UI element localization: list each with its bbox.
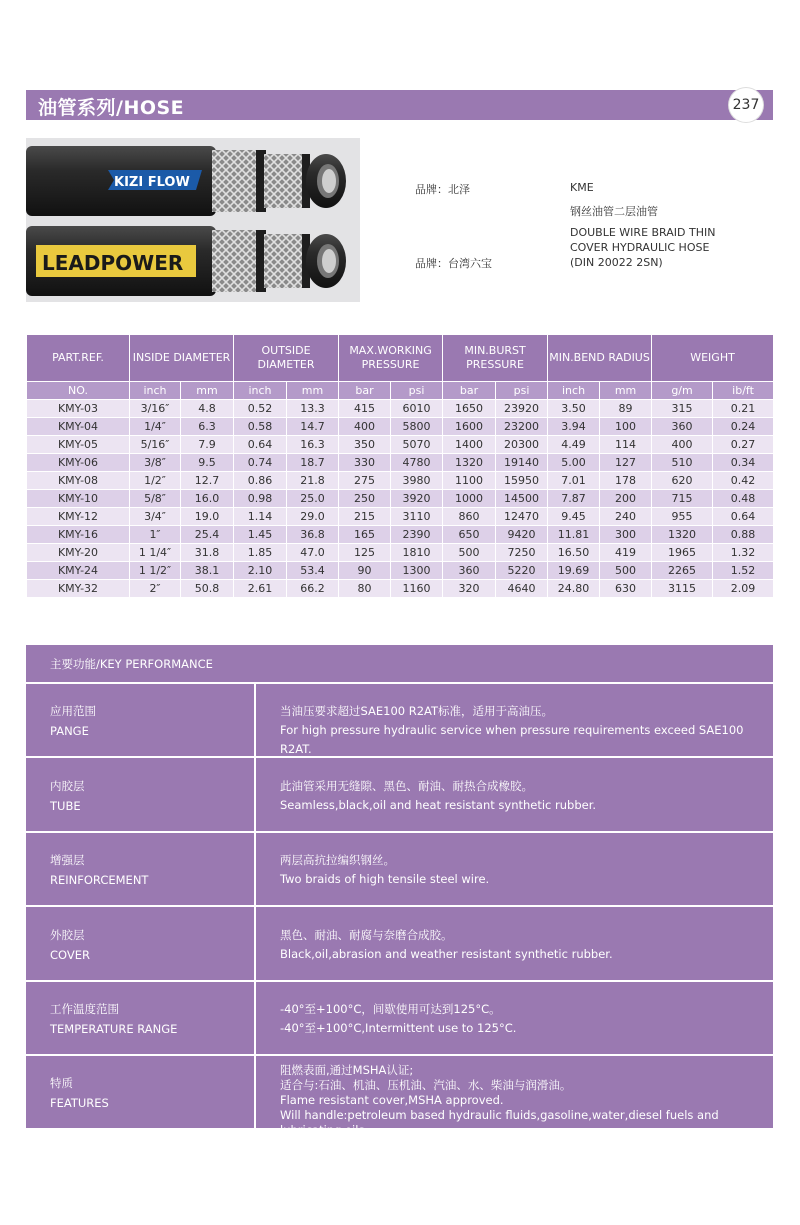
table-cell: 300: [600, 526, 652, 544]
table-cell: 215: [339, 508, 391, 526]
table-cell: 100: [600, 418, 652, 436]
table-cell: 3115: [652, 580, 713, 598]
performance-value-line: 适合与:石油、机油、压机油、汽油、水、柴油与润滑油。: [280, 1078, 572, 1092]
table-cell: 7.01: [548, 472, 600, 490]
table-cell: 320: [443, 580, 496, 598]
performance-label-cn: 特质: [50, 1076, 73, 1090]
table-cell: 29.0: [287, 508, 339, 526]
table-cell: 80: [339, 580, 391, 598]
unit-header-cell: bar: [443, 382, 496, 400]
table-cell: 178: [600, 472, 652, 490]
table-cell: 1/4″: [130, 418, 181, 436]
table-cell: 330: [339, 454, 391, 472]
performance-value-line: -40°至+100°C，间歇使用可达到125°C。: [280, 1002, 501, 1016]
unit-header-cell: psi: [496, 382, 548, 400]
table-cell: KMY-20: [27, 544, 130, 562]
row-divider: [254, 982, 256, 1056]
row-divider: [254, 1056, 256, 1130]
table-cell: KMY-10: [27, 490, 130, 508]
performance-value: [280, 1063, 770, 1138]
row-divider: [254, 833, 256, 907]
table-cell: 165: [339, 526, 391, 544]
unit-header-cell: inch: [130, 382, 181, 400]
table-cell: 3/16″: [130, 400, 181, 418]
table-cell: 2265: [652, 562, 713, 580]
table-cell: 1 1/4″: [130, 544, 181, 562]
table-cell: 650: [443, 526, 496, 544]
table-row: [27, 580, 774, 598]
performance-value-line: Seamless,black,oil and heat resistant synthetic rubber.: [280, 797, 597, 812]
performance-row: [26, 756, 773, 833]
table-cell: 510: [652, 454, 713, 472]
table-cell: 0.74: [234, 454, 287, 472]
table-cell: 1810: [391, 544, 443, 562]
table-cell: 36.8: [287, 526, 339, 544]
table-row: [27, 454, 774, 472]
row-divider: [254, 907, 256, 982]
table-cell: 500: [443, 544, 496, 562]
table-cell: 3/8″: [130, 454, 181, 472]
col-group-header: PART.REF.: [27, 335, 130, 382]
table-cell: KMY-16: [27, 526, 130, 544]
table-cell: 19140: [496, 454, 548, 472]
performance-label-en: PANGE: [50, 724, 89, 738]
table-cell: KMY-06: [27, 454, 130, 472]
page-title: 油管系列/HOSE: [38, 97, 185, 119]
table-cell: 0.98: [234, 490, 287, 508]
table-cell: 7.87: [548, 490, 600, 508]
performance-row: [26, 831, 773, 907]
table-cell: 0.58: [234, 418, 287, 436]
table-cell: 0.34: [713, 454, 774, 472]
table-cell: KMY-12: [27, 508, 130, 526]
unit-header-cell: ib/ft: [713, 382, 774, 400]
table-cell: 18.7: [287, 454, 339, 472]
table-cell: 1″: [130, 526, 181, 544]
table-cell: 620: [652, 472, 713, 490]
spec-table: [26, 334, 774, 598]
performance-label-cn: 内胶层: [50, 778, 85, 793]
performance-value-line: 当油压要求超过SAE100 R2AT标准，适用于高油压。: [280, 704, 554, 718]
table-cell: 1100: [443, 472, 496, 490]
table-cell: 360: [652, 418, 713, 436]
table-cell: 0.24: [713, 418, 774, 436]
table-cell: 1000: [443, 490, 496, 508]
col-group-header: MAX.WORKING PRESSURE: [339, 335, 443, 382]
table-cell: 3/4″: [130, 508, 181, 526]
table-cell: 21.8: [287, 472, 339, 490]
table-cell: 315: [652, 400, 713, 418]
performance-label-cn: 增强层: [50, 853, 85, 867]
logo-bottom-text: LEADPOWER: [42, 251, 184, 275]
table-cell: 1.14: [234, 508, 287, 526]
table-cell: 25.0: [287, 490, 339, 508]
table-cell: KMY-32: [27, 580, 130, 598]
performance-value-line: For high pressure hydraulic service when pressure requirements exceed SAE100 R2AT.: [280, 723, 744, 756]
table-cell: 275: [339, 472, 391, 490]
col-group-header: WEIGHT: [652, 335, 774, 382]
table-cell: 19.0: [181, 508, 234, 526]
unit-header-cell: NO.: [27, 382, 130, 400]
table-cell: 1320: [443, 454, 496, 472]
table-cell: 16.3: [287, 436, 339, 454]
col-group-header: OUTSIDE DIAMETER: [234, 335, 339, 382]
table-row: [27, 490, 774, 508]
table-cell: 3980: [391, 472, 443, 490]
performance-value-line: Will handle:petroleum based hydraulic fluids,gasoline,water,diesel fuels and lubricating oils.: [280, 1108, 719, 1137]
table-cell: 16.50: [548, 544, 600, 562]
table-cell: 715: [652, 490, 713, 508]
table-cell: 1.32: [713, 544, 774, 562]
table-cell: 1/2″: [130, 472, 181, 490]
table-cell: 38.1: [181, 562, 234, 580]
performance-label: [50, 925, 90, 965]
table-cell: 9.5: [181, 454, 234, 472]
table-cell: 240: [600, 508, 652, 526]
table-cell: 3110: [391, 508, 443, 526]
brand-1: 品牌：北泽: [415, 183, 470, 196]
table-row: [27, 472, 774, 490]
table-cell: 0.52: [234, 400, 287, 418]
table-cell: 3.94: [548, 418, 600, 436]
table-cell: KMY-08: [27, 472, 130, 490]
table-cell: 5800: [391, 418, 443, 436]
performance-label: [50, 701, 96, 741]
table-cell: 2.61: [234, 580, 287, 598]
performance-label-en: TEMPERATURE RANGE: [50, 1022, 178, 1036]
table-cell: 400: [339, 418, 391, 436]
table-row: [27, 418, 774, 436]
table-cell: 16.0: [181, 490, 234, 508]
performance-row: [26, 980, 773, 1056]
table-cell: 20300: [496, 436, 548, 454]
table-cell: 15950: [496, 472, 548, 490]
table-cell: 415: [339, 400, 391, 418]
table-row: [27, 526, 774, 544]
table-cell: 12.7: [181, 472, 234, 490]
performance-value-line: 阻燃表面,通过MSHA认证;: [280, 1063, 414, 1077]
table-cell: KMY-24: [27, 562, 130, 580]
table-cell: 630: [600, 580, 652, 598]
table-cell: 6010: [391, 400, 443, 418]
table-group-header: [27, 335, 774, 382]
unit-header-cell: bar: [339, 382, 391, 400]
table-cell: 89: [600, 400, 652, 418]
table-row: [27, 562, 774, 580]
table-cell: 1320: [652, 526, 713, 544]
table-cell: 0.88: [713, 526, 774, 544]
table-cell: 1650: [443, 400, 496, 418]
table-cell: 0.64: [713, 508, 774, 526]
performance-value: [280, 851, 770, 889]
performance-label: [50, 1073, 109, 1113]
table-cell: 2.09: [713, 580, 774, 598]
performance-label-cn: 外胶层: [50, 927, 85, 942]
table-cell: 9.45: [548, 508, 600, 526]
table-cell: 23200: [496, 418, 548, 436]
table-cell: 200: [600, 490, 652, 508]
col-group-header: MIN.BURST PRESSURE: [443, 335, 548, 382]
table-cell: 360: [443, 562, 496, 580]
performance-label-en: TUBE: [50, 798, 81, 813]
table-cell: 400: [652, 436, 713, 454]
table-cell: 14500: [496, 490, 548, 508]
table-cell: 11.81: [548, 526, 600, 544]
table-cell: 14.7: [287, 418, 339, 436]
table-cell: 5.00: [548, 454, 600, 472]
row-divider: [254, 684, 256, 758]
product-name-en-2: COVER HYDRAULIC HOSE: [570, 241, 710, 254]
table-cell: 2390: [391, 526, 443, 544]
performance-value-line: 此油管采用无缝隙、黑色、耐油、耐热合成橡胶。: [280, 778, 533, 793]
performance-label-cn: 应用范围: [50, 704, 96, 718]
table-cell: 3.50: [548, 400, 600, 418]
table-cell: 1160: [391, 580, 443, 598]
unit-header-cell: inch: [548, 382, 600, 400]
table-cell: 23920: [496, 400, 548, 418]
col-group-header: MIN.BEND RADIUS: [548, 335, 652, 382]
table-cell: 0.21: [713, 400, 774, 418]
table-cell: 127: [600, 454, 652, 472]
table-cell: 31.8: [181, 544, 234, 562]
table-cell: 250: [339, 490, 391, 508]
table-cell: 5220: [496, 562, 548, 580]
performance-value-line: 两层高抗拉编织钢丝。: [280, 853, 395, 867]
performance-value: [280, 777, 770, 815]
unit-header-cell: mm: [287, 382, 339, 400]
table-unit-header: [27, 382, 774, 400]
table-cell: 5/8″: [130, 490, 181, 508]
brand-code: KME: [570, 181, 594, 194]
table-cell: 2″: [130, 580, 181, 598]
logo-top-text: KIZI FLOW: [114, 175, 190, 190]
performance-value: [280, 926, 770, 964]
unit-header-cell: g/m: [652, 382, 713, 400]
performance-label: [50, 850, 148, 890]
table-cell: 955: [652, 508, 713, 526]
performance-row: [26, 905, 773, 982]
table-cell: 13.3: [287, 400, 339, 418]
table-cell: 7.9: [181, 436, 234, 454]
table-cell: 47.0: [287, 544, 339, 562]
performance-value: [280, 702, 770, 759]
performance-label-en: REINFORCEMENT: [50, 873, 149, 887]
table-cell: 2.10: [234, 562, 287, 580]
table-cell: 1600: [443, 418, 496, 436]
table-cell: 114: [600, 436, 652, 454]
product-standard: (DIN 20022 2SN): [570, 256, 663, 269]
col-group-header: INSIDE DIAMETER: [130, 335, 234, 382]
performance-label-cn: 工作温度范围: [50, 1002, 119, 1016]
unit-header-cell: inch: [234, 382, 287, 400]
table-cell: 6.3: [181, 418, 234, 436]
table-cell: 0.64: [234, 436, 287, 454]
table-cell: 0.48: [713, 490, 774, 508]
table-cell: 0.86: [234, 472, 287, 490]
table-row: [27, 508, 774, 526]
performance-label: [50, 999, 177, 1039]
performance-row: [26, 1054, 773, 1137]
table-row: [27, 436, 774, 454]
table-cell: 12470: [496, 508, 548, 526]
performance-section: [26, 645, 773, 1137]
table-cell: 1.85: [234, 544, 287, 562]
page-number: 237: [729, 88, 763, 122]
table-cell: 7250: [496, 544, 548, 562]
table-row: [27, 544, 774, 562]
table-cell: KMY-03: [27, 400, 130, 418]
table-row: [27, 400, 774, 418]
table-cell: 500: [600, 562, 652, 580]
performance-value-line: 黑色、耐油、耐腐与奈磨合成胶。: [280, 927, 453, 942]
page-header: [26, 90, 773, 120]
table-cell: 125: [339, 544, 391, 562]
table-cell: 419: [600, 544, 652, 562]
table-cell: 24.80: [548, 580, 600, 598]
table-cell: 1.45: [234, 526, 287, 544]
table-cell: 1300: [391, 562, 443, 580]
performance-label: [50, 776, 85, 816]
unit-header-cell: mm: [181, 382, 234, 400]
performance-value-line: Flame resistant cover,MSHA approved.: [280, 1093, 504, 1107]
table-cell: 19.69: [548, 562, 600, 580]
product-name-cn: 钢丝油管二层油管: [570, 205, 658, 218]
product-name-en-1: DOUBLE WIRE BRAID THIN: [570, 226, 716, 239]
table-cell: 1 1/2″: [130, 562, 181, 580]
table-cell: 4640: [496, 580, 548, 598]
table-cell: KMY-05: [27, 436, 130, 454]
performance-label-en: COVER: [50, 947, 91, 962]
table-cell: 1965: [652, 544, 713, 562]
product-photo: [26, 138, 360, 302]
table-cell: 4780: [391, 454, 443, 472]
table-cell: KMY-04: [27, 418, 130, 436]
table-cell: 9420: [496, 526, 548, 544]
table-cell: 350: [339, 436, 391, 454]
table-cell: 5070: [391, 436, 443, 454]
performance-value-line: Two braids of high tensile steel wire.: [280, 872, 490, 886]
table-cell: 53.4: [287, 562, 339, 580]
row-divider: [254, 758, 256, 833]
unit-header-cell: psi: [391, 382, 443, 400]
table-cell: 1.52: [713, 562, 774, 580]
table-cell: 5/16″: [130, 436, 181, 454]
performance-value-line: -40°至+100°C,Intermittent use to 125°C.: [280, 1021, 517, 1035]
performance-heading: 主要功能/KEY PERFORMANCE: [50, 657, 213, 671]
table-cell: 3920: [391, 490, 443, 508]
table-cell: 50.8: [181, 580, 234, 598]
table-cell: 4.49: [548, 436, 600, 454]
unit-header-cell: mm: [600, 382, 652, 400]
table-cell: 0.42: [713, 472, 774, 490]
hose-illustration: [26, 138, 360, 302]
table-cell: 66.2: [287, 580, 339, 598]
table-cell: 0.27: [713, 436, 774, 454]
table-cell: 860: [443, 508, 496, 526]
performance-value: [280, 1000, 770, 1038]
table-cell: 90: [339, 562, 391, 580]
table-cell: 4.8: [181, 400, 234, 418]
table-cell: 1400: [443, 436, 496, 454]
brand-2: 品牌：台湾六宝: [415, 257, 492, 270]
performance-label-en: FEATURES: [50, 1096, 109, 1110]
table-cell: 25.4: [181, 526, 234, 544]
performance-value-line: Black,oil,abrasion and weather resistant synthetic rubber.: [280, 946, 613, 961]
performance-row: [26, 682, 773, 758]
